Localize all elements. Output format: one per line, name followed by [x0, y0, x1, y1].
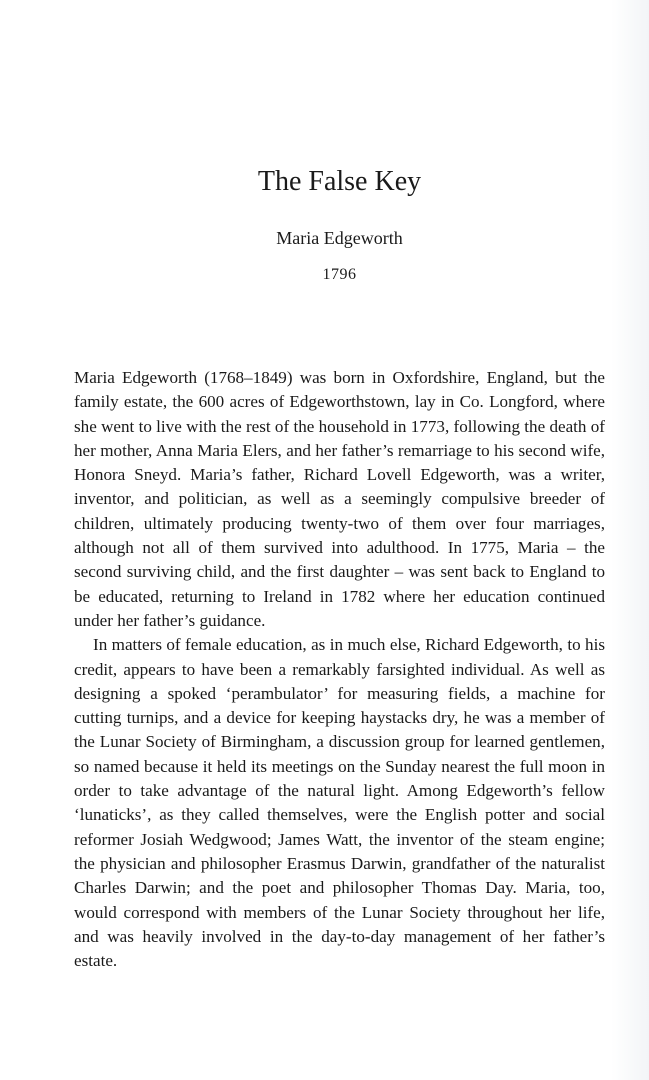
body-text	[74, 366, 605, 973]
paragraph-2: In matters of female education, as in much else, Richard Edgeworth, to his credit, appears to have been a remarkably farsighted individual. As well as designing a spoked ‘perambulator’ for measuring fields, a machine for cutting turnips, and a device for keeping haystacks dry, he was a member of the Lunar Society of Birmingham, a discussion group for learned gentlemen, so named because it held its meetings on the Sunday nearest the full moon in order to take advantage of the natural light. Among Edgeworth’s fellow ‘lunaticks’, as they called themselves, were the English potter and social reformer Josiah Wedgwood; James Watt, the inventor of the steam engine; the physician and philosopher Erasmus Darwin, grandfather of the naturalist Charles Darwin; and the poet and philosopher Thomas Day. Maria, too, would correspond with members of the Lunar Society throughout her life, and was heavily involved in the day-to-day management of her father’s estate.	[74, 635, 605, 971]
publication-year: 1796	[322, 266, 357, 283]
paragraph-1: Maria Edgeworth (1768–1849) was born in Oxfordshire, England, but the family estate, the 600 acres of Edgeworthstown, lay in Co. Longford, where she went to live with the rest of the household in 1773, following the death of her mother, Anna Maria Elers, and her father’s remarriage to his second wife, Honora Sneyd. Maria’s father, Richard Lovell Edgeworth, was a writer, inventor, and politician, as well as a seemingly compulsive breeder of children, ultimately producing twenty-two of them over four marriages, although not all of them survived into adulthood. In 1775, Maria – the second surviving child, and the first daughter – was sent back to England to be educated, returning to Ireland in 1782 where her education continued under her father’s guidance.	[74, 368, 605, 630]
chapter-title: The False Key	[257, 166, 422, 197]
author-name: Maria Edgeworth	[276, 228, 403, 248]
page-edge-shadow	[611, 0, 649, 1080]
